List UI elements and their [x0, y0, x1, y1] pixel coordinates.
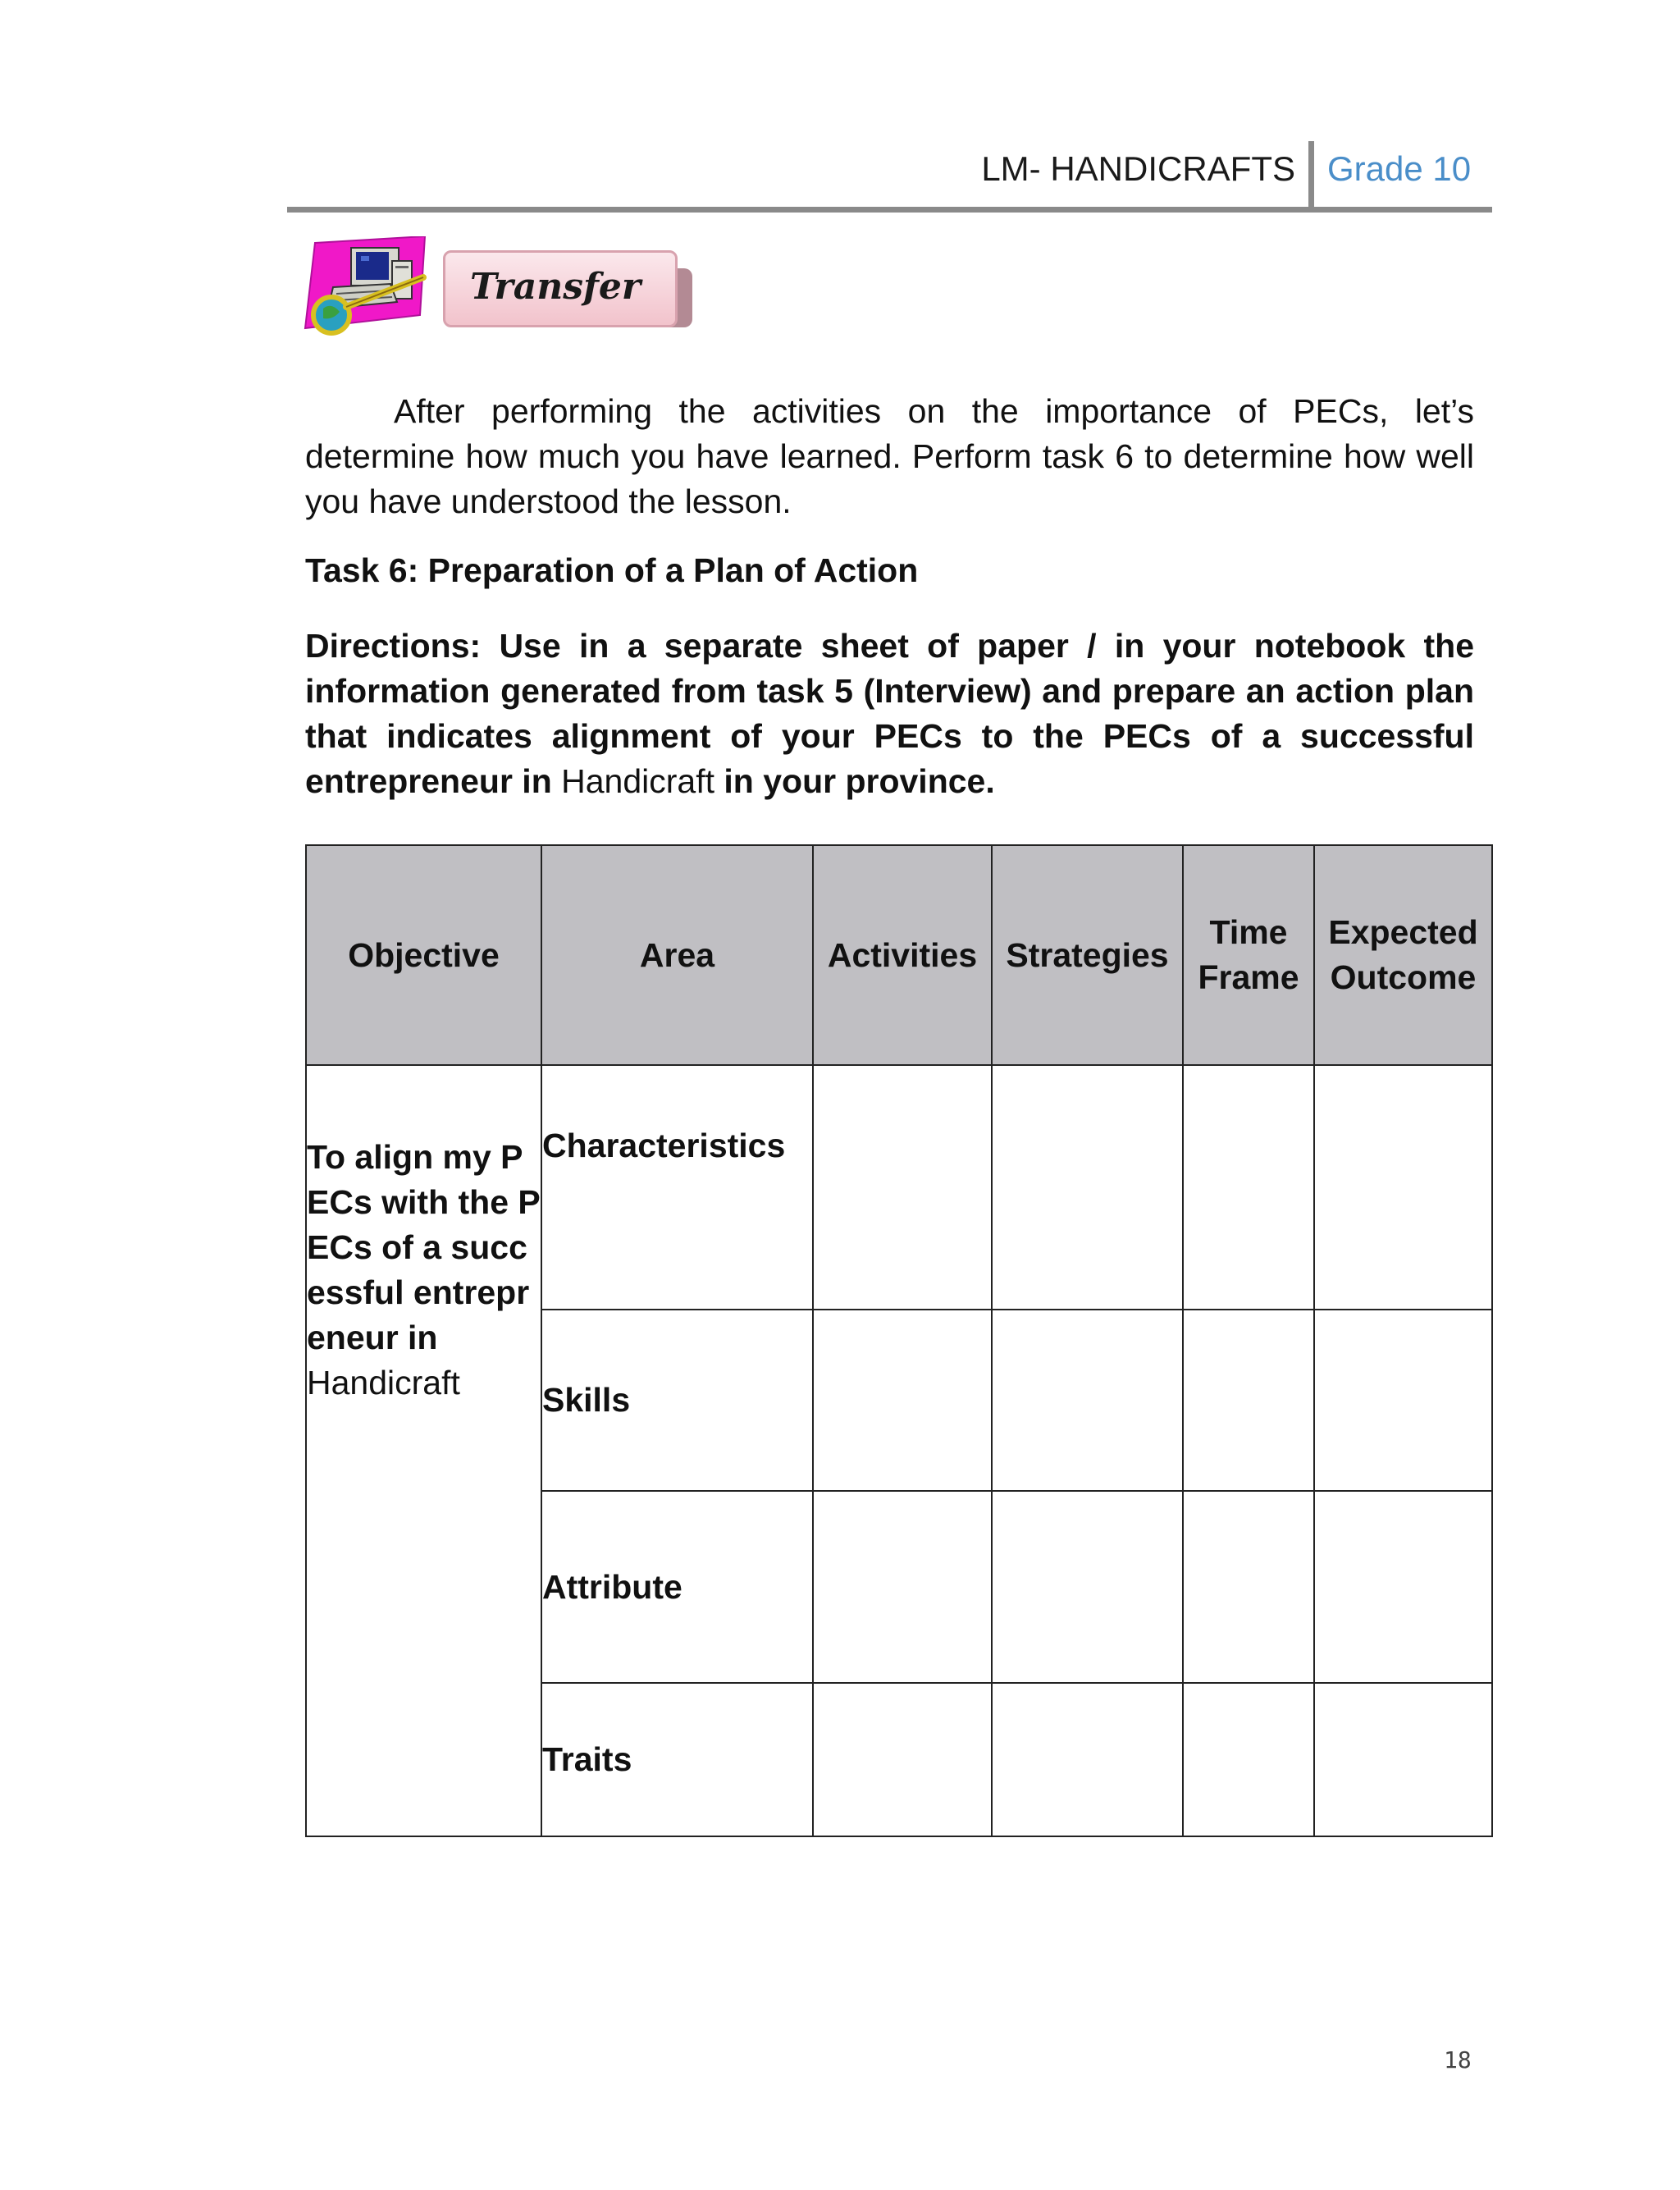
directions-handicraft: Handicraft — [561, 762, 714, 800]
column-header-expected-outcome: Expected Outcome — [1314, 845, 1492, 1065]
badge-face — [443, 250, 678, 327]
task-title: Task 6: Preparation of a Plan of Action — [305, 551, 919, 589]
area-cell-traits: Traits — [541, 1683, 813, 1836]
column-header-activities: Activities — [813, 845, 992, 1065]
task-directions — [305, 624, 1474, 804]
expected-outcome-cell[interactable] — [1314, 1310, 1492, 1491]
activities-cell[interactable] — [813, 1491, 992, 1683]
expected-outcome-cell[interactable] — [1314, 1491, 1492, 1683]
activities-cell[interactable] — [813, 1310, 992, 1491]
area-cell-attribute: Attribute — [541, 1491, 813, 1683]
page-header — [287, 139, 1492, 213]
activities-cell[interactable] — [813, 1683, 992, 1836]
expected-outcome-cell[interactable] — [1314, 1065, 1492, 1310]
strategies-cell[interactable] — [992, 1310, 1183, 1491]
objective-text: To align my PECs with the PECs of a successful entrepreneur in — [307, 1138, 541, 1356]
grade-label: Grade 10 — [1327, 149, 1472, 188]
module-title: LM- HANDICRAFTS — [981, 149, 1295, 188]
computer-with-magnifier-icon — [300, 236, 428, 340]
section-title: Transfer — [470, 266, 641, 308]
column-header-time-frame: Time Frame — [1183, 845, 1314, 1065]
time-frame-cell[interactable] — [1183, 1310, 1314, 1491]
table-row — [306, 1065, 1492, 1310]
expected-outcome-cell[interactable] — [1314, 1683, 1492, 1836]
column-header-objective: Objective — [306, 845, 541, 1065]
activities-cell[interactable] — [813, 1065, 992, 1310]
time-frame-cell[interactable] — [1183, 1065, 1314, 1310]
strategies-cell[interactable] — [992, 1491, 1183, 1683]
header-divider — [1308, 141, 1314, 207]
time-frame-cell[interactable] — [1183, 1491, 1314, 1683]
time-frame-cell[interactable] — [1183, 1683, 1314, 1836]
strategies-cell[interactable] — [992, 1683, 1183, 1836]
strategies-cell[interactable] — [992, 1065, 1183, 1310]
directions-end: in your province. — [714, 762, 995, 800]
objective-handicraft: Handicraft — [307, 1364, 460, 1401]
page-number: 18 — [1444, 2046, 1472, 2073]
objective-cell — [306, 1065, 541, 1836]
directions-text: Directions: Use in a separate sheet of paper / in your notebook the information generated from task 5 (Interview) and prepare an action plan that indicates alignment of your PECs to the PECs of a successful entrepreneur in — [305, 627, 1474, 800]
area-cell-characteristics: Characteristics — [541, 1065, 813, 1310]
area-cell-skills: Skills — [541, 1310, 813, 1491]
column-header-strategies: Strategies — [992, 845, 1183, 1065]
section-badge — [443, 250, 694, 327]
intro-paragraph: After performing the activities on the importance of PECs, let’s determine how much you have learned. Perform task 6 to determine how well you have understood the lesson. — [305, 392, 1474, 520]
column-header-area: Area — [541, 845, 813, 1065]
table-header-row — [306, 845, 1492, 1065]
action-plan-table — [305, 844, 1493, 1837]
